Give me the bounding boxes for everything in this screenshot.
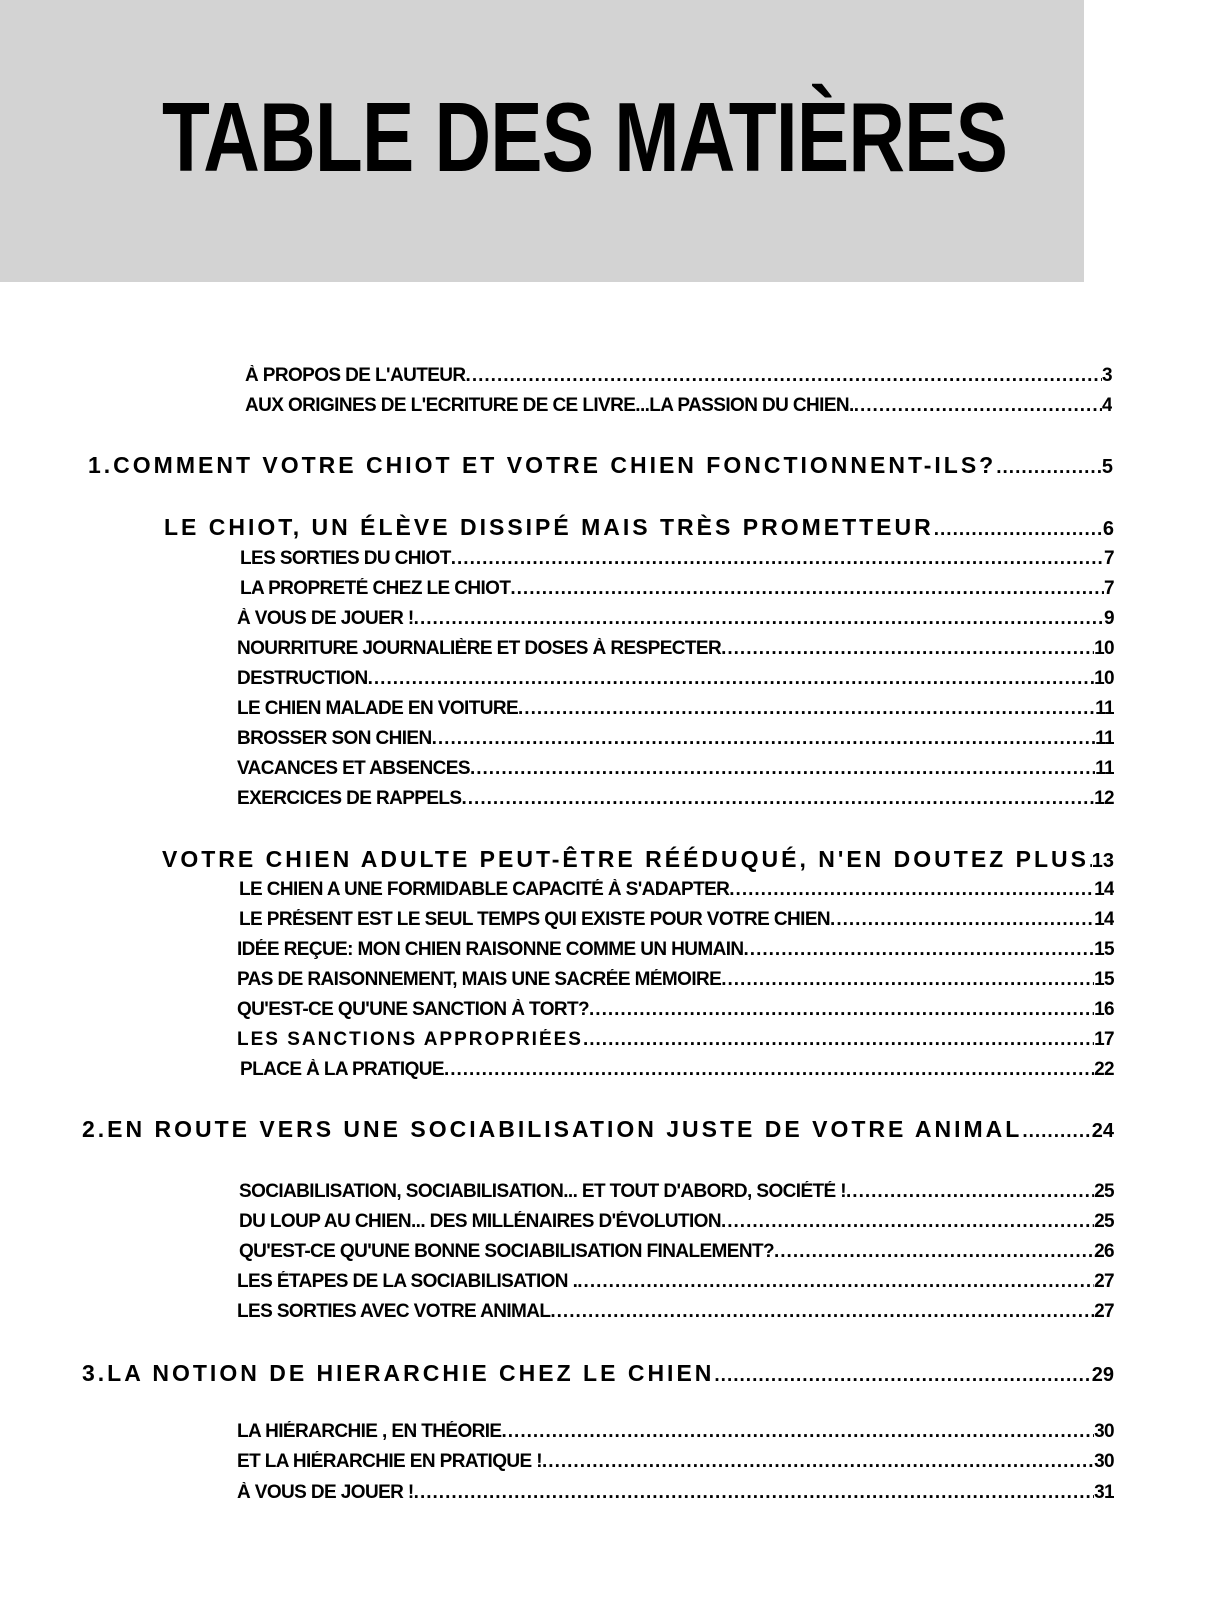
toc-leader xyxy=(444,1059,1094,1081)
toc-leader xyxy=(846,1181,1094,1203)
toc-entry[interactable] xyxy=(237,939,1114,961)
toc-leader xyxy=(721,969,1094,991)
toc-entry-page: 27 xyxy=(1094,1271,1114,1292)
toc-entry-page: 30 xyxy=(1094,1421,1114,1442)
toc-entry-title: À PROPOS DE L'AUTEUR xyxy=(245,365,466,386)
toc-leader xyxy=(466,365,1102,387)
toc-chapter[interactable] xyxy=(82,1116,1114,1143)
toc-entry[interactable] xyxy=(239,909,1114,931)
toc-entry[interactable] xyxy=(240,1059,1114,1081)
toc-entry-page: 27 xyxy=(1094,1301,1114,1322)
toc-leader xyxy=(414,1482,1094,1504)
toc-chapter[interactable] xyxy=(82,1360,1114,1387)
toc-leader xyxy=(510,578,1104,600)
toc-entry-title: QU'EST-CE QU'UNE SANCTION À TORT? xyxy=(237,999,590,1020)
toc-entry-page: 4 xyxy=(1102,395,1112,416)
toc-entry-page: 14 xyxy=(1094,879,1114,900)
toc-entry-page: 3 xyxy=(1102,365,1112,386)
toc-entry-page: 7 xyxy=(1104,548,1114,569)
toc-leader xyxy=(414,608,1104,630)
toc-entry-page: 13 xyxy=(1091,850,1114,872)
toc-entry[interactable] xyxy=(237,608,1114,630)
toc-entry-page: 7 xyxy=(1104,578,1114,599)
toc-entry-title: VOTRE CHIEN ADULTE PEUT-ÊTRE RÉÉDUQUÉ, N'EN DOUTEZ PLUS xyxy=(162,846,1089,872)
toc-entry-page: 10 xyxy=(1094,668,1114,689)
toc-entry[interactable] xyxy=(237,1301,1114,1323)
toc-entry[interactable] xyxy=(245,365,1112,387)
toc-leader xyxy=(721,638,1094,660)
toc-entry-page: 11 xyxy=(1095,698,1114,719)
toc-entry[interactable] xyxy=(240,548,1114,570)
toc-entry-page: 17 xyxy=(1094,1029,1114,1050)
toc-leader xyxy=(470,758,1095,780)
toc-leader xyxy=(583,1029,1094,1051)
toc-entry[interactable] xyxy=(237,1029,1114,1051)
toc-entry[interactable] xyxy=(237,1482,1114,1504)
toc-leader xyxy=(854,395,1102,417)
toc-entry-page: 26 xyxy=(1094,1241,1114,1262)
toc-entry-title: ET LA HIÉRARCHIE EN PRATIQUE ! xyxy=(237,1451,543,1472)
toc-leader xyxy=(550,1301,1094,1323)
toc-section[interactable] xyxy=(164,514,1114,541)
toc-entry-page: 25 xyxy=(1094,1181,1114,1202)
toc-entry-title: IDÉE REÇUE: MON CHIEN RAISONNE COMME UN HUMAIN xyxy=(237,939,744,960)
toc-entry-title: PLACE À LA PRATIQUE xyxy=(240,1059,444,1080)
toc-entry-page: 9 xyxy=(1104,608,1114,629)
toc-entry-title: EXERCICES DE RAPPELS xyxy=(237,788,462,809)
toc-entry-title: DU LOUP AU CHIEN... DES MILLÉNAIRES D'ÉVOLUTION xyxy=(239,1211,721,1232)
toc-entry-page: 31 xyxy=(1094,1482,1114,1503)
toc-entry-page: 16 xyxy=(1094,999,1114,1020)
toc-entry-title: LE PRÉSENT EST LE SEUL TEMPS QUI EXISTE POUR VOTRE CHIEN xyxy=(239,909,831,930)
toc-entry-title: LA HIÉRARCHIE , EN THÉORIE xyxy=(237,1421,502,1442)
toc-entry-title: VACANCES ET ABSENCES xyxy=(237,758,470,779)
toc-entry-page: 29 xyxy=(1091,1364,1114,1386)
toc-entry-page: 15 xyxy=(1094,939,1114,960)
page-title: TABLE DES MATIÈRES xyxy=(162,82,1008,192)
toc-entry[interactable] xyxy=(239,1181,1114,1203)
toc-leader xyxy=(744,939,1095,961)
toc-entry-page: 5 xyxy=(1101,456,1113,478)
toc-entry-page: 22 xyxy=(1094,1059,1114,1080)
toc-entry-page: 10 xyxy=(1094,638,1114,659)
toc-entry-title: LES SORTIES AVEC VOTRE ANIMAL xyxy=(237,1301,551,1322)
toc-entry-title: À VOUS DE JOUER ! xyxy=(237,1482,414,1503)
toc-entry[interactable] xyxy=(239,879,1114,901)
toc-entry[interactable] xyxy=(237,1271,1114,1293)
toc-entry-title: LES ÉTAPES DE LA SOCIABILISATION . xyxy=(237,1271,578,1292)
toc-entry-title: DESTRUCTION xyxy=(237,668,368,689)
toc-entry-title: À VOUS DE JOUER ! xyxy=(237,608,414,629)
toc-entry[interactable] xyxy=(237,668,1114,690)
toc-leader xyxy=(1022,1121,1091,1143)
toc-entry-title: LES SANCTIONS APPROPRIÉES xyxy=(237,1029,583,1050)
toc-entry[interactable] xyxy=(239,1241,1114,1263)
toc-entry-title: LA PROPRETÉ CHEZ LE CHIOT xyxy=(240,578,511,599)
toc-entry-title: QU'EST-CE QU'UNE BONNE SOCIABILISATION FINALEMENT? xyxy=(239,1241,774,1262)
toc-leader xyxy=(729,879,1094,901)
toc-entry-title: 3.LA NOTION DE HIERARCHIE CHEZ LE CHIEN xyxy=(82,1360,715,1386)
toc-entry-title: 1.COMMENT VOTRE CHIOT ET VOTRE CHIEN FONCTIONNENT-ILS? xyxy=(88,452,997,478)
toc-entry[interactable] xyxy=(237,758,1114,780)
toc-entry-page: 24 xyxy=(1091,1120,1114,1142)
toc-entry-title: AUX ORIGINES DE L'ECRITURE DE CE LIVRE...LA PASSION DU CHIEN. xyxy=(245,395,854,416)
toc-leader xyxy=(542,1451,1094,1473)
toc-entry-title: LE CHIEN A UNE FORMIDABLE CAPACITÉ À S'ADAPTER xyxy=(239,879,730,900)
toc-leader xyxy=(589,999,1094,1021)
toc-entry[interactable] xyxy=(237,1451,1114,1473)
toc-entry-page: 11 xyxy=(1095,758,1114,779)
toc-leader xyxy=(577,1271,1094,1293)
toc-entry-page: 6 xyxy=(1102,518,1114,540)
toc-entry[interactable] xyxy=(239,1211,1114,1233)
toc-entry-page: 12 xyxy=(1094,788,1114,809)
toc-entry[interactable] xyxy=(237,698,1114,720)
toc-entry-page: 25 xyxy=(1094,1211,1114,1232)
toc-leader xyxy=(432,728,1096,750)
toc-leader xyxy=(451,548,1104,570)
toc-entry-page: 30 xyxy=(1094,1451,1114,1472)
toc-entry-title: SOCIABILISATION, SOCIABILISATION... ET TOUT D'ABORD, SOCIÉTÉ ! xyxy=(239,1181,847,1202)
toc-entry-title: LE CHIEN MALADE EN VOITURE xyxy=(237,698,519,719)
toc-leader xyxy=(996,457,1102,479)
toc-leader xyxy=(368,668,1094,690)
toc-entry[interactable] xyxy=(237,638,1114,660)
toc-leader xyxy=(502,1421,1095,1443)
toc-leader xyxy=(462,788,1095,810)
toc-entry-page: 11 xyxy=(1095,728,1114,749)
toc-leader xyxy=(518,698,1095,720)
toc-leader xyxy=(774,1241,1094,1263)
toc-entry[interactable] xyxy=(237,728,1114,750)
toc-entry[interactable] xyxy=(237,969,1114,991)
toc-leader xyxy=(714,1365,1091,1387)
toc-chapter[interactable] xyxy=(88,452,1113,479)
toc-section[interactable] xyxy=(162,846,1114,873)
toc-leader xyxy=(721,1211,1094,1233)
toc-entry[interactable] xyxy=(245,395,1112,417)
toc-entry-title: BROSSER SON CHIEN xyxy=(237,728,432,749)
toc-entry-title: LE CHIOT, UN ÉLÈVE DISSIPÉ MAIS TRÈS PROMETTEUR xyxy=(164,514,934,540)
toc-leader xyxy=(830,909,1094,931)
toc-entry-title: PAS DE RAISONNEMENT, MAIS UNE SACRÉE MÉMOIRE xyxy=(237,969,722,990)
toc-entry-page: 14 xyxy=(1094,909,1114,930)
toc-entry-title: NOURRITURE JOURNALIÈRE ET DOSES À RESPECTER xyxy=(237,638,722,659)
toc-entry[interactable] xyxy=(240,578,1114,600)
toc-entry[interactable] xyxy=(237,999,1114,1021)
toc-leader xyxy=(934,519,1103,541)
toc-entry[interactable] xyxy=(237,1421,1114,1443)
toc-entry-page: 15 xyxy=(1094,969,1114,990)
toc-entry[interactable] xyxy=(237,788,1114,810)
toc-entry-title: LES SORTIES DU CHIOT xyxy=(240,548,451,569)
toc-entry-title: 2.EN ROUTE VERS UNE SOCIABILISATION JUSTE DE VOTRE ANIMAL xyxy=(82,1116,1023,1142)
